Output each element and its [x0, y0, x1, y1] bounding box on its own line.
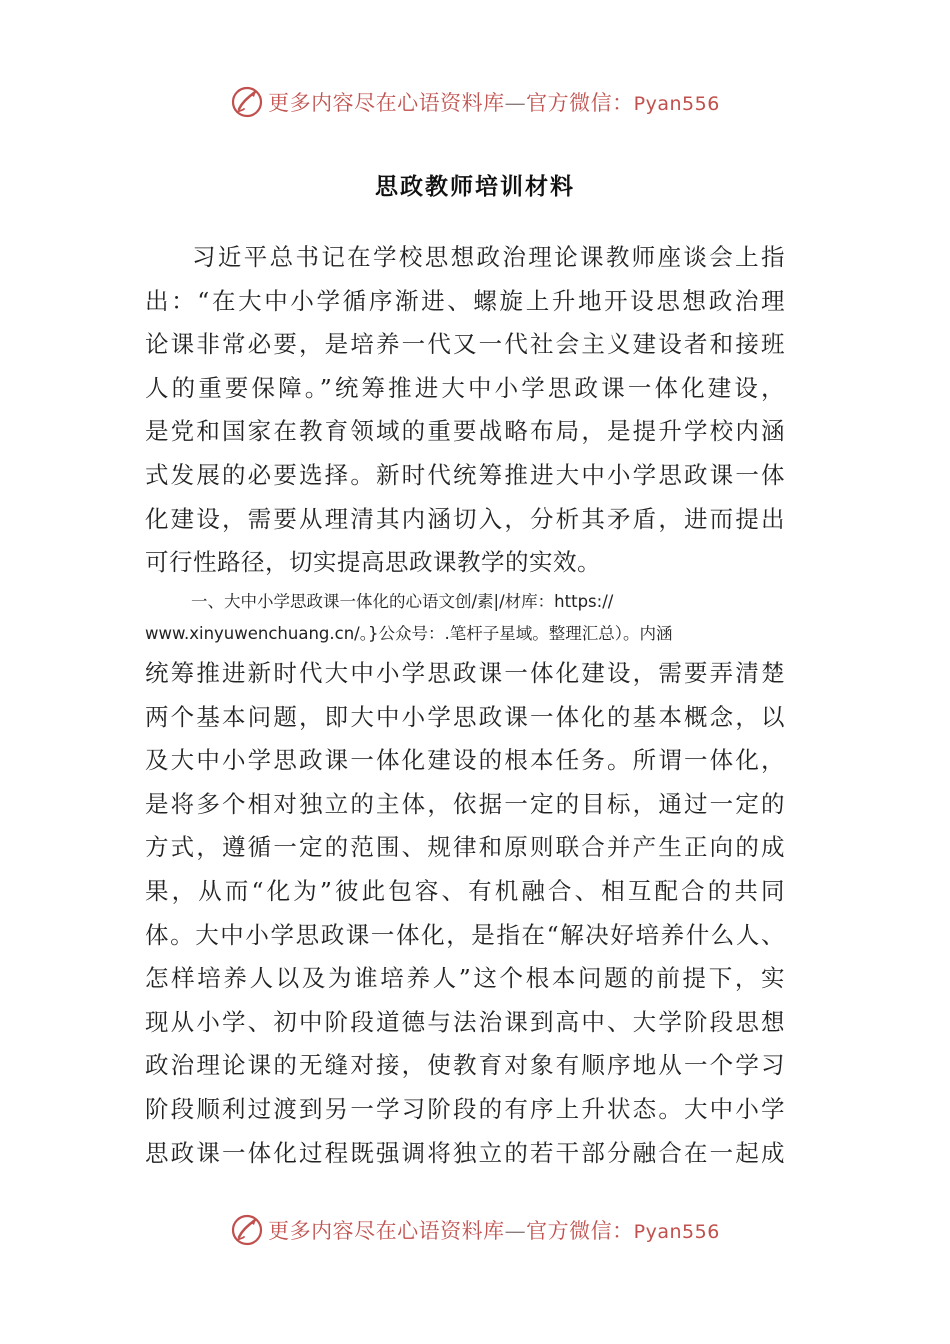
paragraph-line: 思政课一体化过程既强调将独立的若干部分融合在一起成 — [145, 1138, 785, 1167]
banner-text — [268, 87, 720, 117]
pen-logo-icon — [230, 1213, 264, 1247]
paragraph-line: 出：“在大中小学循序渐进、螺旋上升地开设思想政治理 — [145, 286, 785, 315]
banner-dash: — — [504, 1219, 527, 1243]
paragraph-line: 是将多个相对独立的主体，依据一定的目标，通过一定的 — [145, 789, 785, 818]
paragraph-line: 政治理论课的无缝对接，使教育对象有顺序地从一个学习 — [145, 1051, 785, 1080]
banner-official-label: 官方微信： — [526, 1219, 634, 1243]
pen-logo-icon — [230, 85, 264, 119]
paragraph-line: 及大中小学思政课一体化建设的根本任务。所谓一体化， — [145, 746, 785, 775]
paragraph-intro — [145, 236, 785, 585]
paragraph-line: 现从小学、初中阶段道德与法治课到高中、大学阶段思想 — [145, 1007, 785, 1036]
banner-main-text: 更多内容尽在心语资料库 — [268, 1219, 505, 1243]
footer-banner — [0, 1210, 950, 1250]
banner-official-label: 官方微信： — [526, 91, 634, 115]
paragraph-line: 式发展的必要选择。新时代统筹推进大中小学思政课一体 — [145, 460, 785, 489]
paragraph-line: 人的重要保障。”统筹推进大中小学思政课一体化建设， — [145, 373, 785, 402]
paragraph-line: 怎样培养人以及为谁培养人”这个根本问题的前提下，实 — [145, 964, 785, 993]
paragraph-line: 果，从而“化为”彼此包容、有机融合、相互配合的共同 — [145, 876, 785, 905]
paragraph-line: 体。大中小学思政课一体化，是指在“解决好培养什么人、 — [145, 920, 785, 949]
paragraph-line: 习近平总书记在学校思想政治理论课教师座谈会上指 — [192, 243, 785, 271]
section-heading-line: 一、大中小学思政课一体化的心语文创/素|/材库：https:// — [191, 592, 614, 611]
banner-text — [268, 1215, 720, 1245]
banner-wechat-id: Pyan556 — [633, 93, 720, 115]
paragraph-line: 化建设，需要从理清其内涵切入，分析其矛盾，进而提出 — [145, 504, 785, 533]
section-heading-line: www.xinyuwenchuang.cn/。}公众号：.笔杆子星域。整理汇总）。内涵 — [145, 624, 673, 643]
paragraph-line: 两个基本问题，即大中小学思政课一体化的基本概念，以 — [145, 702, 785, 731]
paragraph-line: 阶段顺利过渡到另一学习阶段的有序上升状态。大中小学 — [145, 1094, 785, 1123]
paragraph-line: 论课非常必要，是培养一代又一代社会主义建设者和接班 — [145, 330, 785, 359]
header-banner — [0, 82, 950, 122]
paragraph-line: 可行性路径，切实提高思政课教学的实效。 — [145, 548, 601, 577]
paragraph-line: 是党和国家在教育领域的重要战略布局，是提升学校内涵 — [145, 417, 785, 446]
document-title: 思政教师培训材料 — [375, 173, 575, 200]
section-heading — [145, 586, 785, 650]
banner-wechat-id: Pyan556 — [633, 1221, 720, 1243]
paragraph-body — [145, 652, 785, 1175]
banner-dash: — — [504, 91, 527, 115]
paragraph-line: 方式，遵循一定的范围、规律和原则联合并产生正向的成 — [145, 833, 785, 862]
banner-main-text: 更多内容尽在心语资料库 — [268, 91, 505, 115]
paragraph-line: 统筹推进新时代大中小学思政课一体化建设，需要弄清楚 — [145, 659, 785, 687]
